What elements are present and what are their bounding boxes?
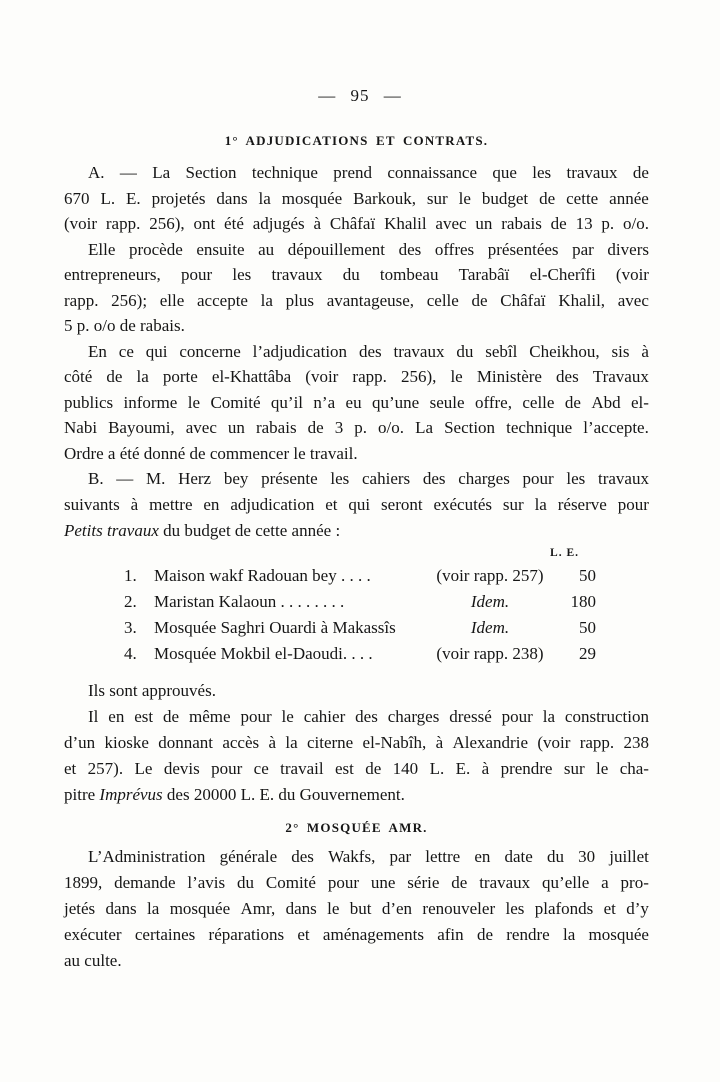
table-row <box>124 641 649 667</box>
row-amount: 29 <box>579 644 596 663</box>
text-line: 670 L. E. projetés dans la mosquée Barkouk, sur le budget de cette année <box>64 188 649 208</box>
row-number: 2. <box>124 592 137 611</box>
text-line: L’Administration générale des Wakfs, par lettre en date du 30 juillet <box>88 847 649 866</box>
text-line: suivants à mettre en adjudication et qui seront exécutés sur la réserve pour <box>64 495 649 514</box>
text-line: rapp. 256); elle accepte la plus avantageuse, celle de Châfaï Khalil, avec <box>64 290 649 310</box>
text-line: 5 p. o/o de rabais. <box>64 316 185 335</box>
text-line: Il en est de même pour le cahier des charges dressé pour la construction <box>88 707 649 726</box>
row-number: 3. <box>124 618 137 637</box>
row-amount: 50 <box>579 566 596 585</box>
paragraph-mosquee-amr <box>64 844 649 974</box>
text-line: au culte. <box>64 951 122 970</box>
text-line: (voir rapp. 256), ont été adjugés à Châfaï Khalil avec un rabais de 13 p. o/o. <box>64 214 649 233</box>
row-amount: 50 <box>579 618 596 637</box>
row-number: 1. <box>124 566 137 585</box>
paragraph-sebil-cheikhou <box>64 339 649 467</box>
paragraph-approval <box>64 678 649 704</box>
row-reference: (voir rapp. 257) <box>436 566 544 585</box>
table-row <box>124 563 649 589</box>
body-text-block <box>64 160 649 466</box>
text-segment: pitre <box>64 785 100 804</box>
text-line: côté de la porte el-Khattâba (voir rapp. 256), le Ministère des Travaux <box>64 367 649 386</box>
text-line: entrepreneurs, pour les travaux du tombeau Tarabâï el-Cherîfi (voir <box>64 265 649 284</box>
text-segment: des 20000 L. E. du Gouvernement. <box>162 785 405 804</box>
row-amount: 180 <box>570 592 596 611</box>
text-line: d’un kioske donnant accès à la citerne el-Nabîh, à Alexandrie (voir rapp. 238 <box>64 733 649 752</box>
table-row <box>124 615 649 641</box>
row-reference: Idem. <box>470 618 510 637</box>
section-heading-mosquee-amr: 2° MOSQUÉE AMR. <box>285 820 428 835</box>
text-line: B. — M. Herz bey présente les cahiers des charges pour les travaux <box>88 469 649 488</box>
text-line: Elle procède ensuite au dépouillement des offres présentées par divers <box>88 239 649 259</box>
text-segment: du budget de cette année : <box>158 521 341 540</box>
text-line: A. — La Section technique prend connaissance que les travaux de <box>88 163 649 182</box>
row-label: Mosquée Mokbil el-Daoudi. . . . <box>154 644 373 663</box>
italic-phrase: Imprévus <box>99 785 163 804</box>
row-label: Mosquée Saghri Ouardi à Makassîs <box>154 618 396 637</box>
row-reference: Idem. <box>470 592 510 611</box>
text-line: jetés dans la mosquée Amr, dans le but d’en renouveler les plafonds et d’y <box>64 899 649 918</box>
page-number: — 95 — <box>318 86 402 105</box>
table-row <box>124 589 649 615</box>
works-table <box>64 543 649 667</box>
text-line: et 257). Le devis pour ce travail est de 140 L. E. à prendre sur le cha- <box>64 759 649 778</box>
text-line: Ils sont approuvés. <box>88 681 216 700</box>
text-line: Nabi Bayoumi, avec un rabais de 3 p. o/o. La Section technique l’accepte. <box>64 418 649 437</box>
row-label: Maristan Kalaoun . . . . . . . . <box>154 592 345 611</box>
text-line <box>64 782 649 808</box>
text-line <box>64 518 649 544</box>
italic-phrase: Petits travaux <box>64 521 159 540</box>
paragraph-b-herz-bey <box>64 466 649 544</box>
section-heading-adjudications: 1° ADJUDICATIONS ET CONTRATS. <box>224 133 489 148</box>
text-line: En ce qui concerne l’adjudication des travaux du sebîl Cheikhou, sis à <box>88 341 649 361</box>
text-line: Ordre a été donné de commencer le travail. <box>64 443 358 463</box>
row-number: 4. <box>124 644 137 663</box>
paragraph-kioske <box>64 704 649 808</box>
text-line: publics informe le Comité qu’il n’a eu qu’une seule offre, celle de Abd el- <box>64 392 649 412</box>
paragraph-a <box>64 160 649 237</box>
text-line: exécuter certaines réparations et aménagements afin de rendre la mosquée <box>64 925 649 944</box>
text-line: 1899, demande l’avis du Comité pour une série de travaux qu’elle a pro- <box>64 873 649 892</box>
row-reference: (voir rapp. 238) <box>436 644 544 663</box>
row-label: Maison wakf Radouan bey . . . . <box>154 566 371 585</box>
currency-column-header: L. E. <box>550 547 579 559</box>
paragraph-elle-procede <box>64 237 649 339</box>
